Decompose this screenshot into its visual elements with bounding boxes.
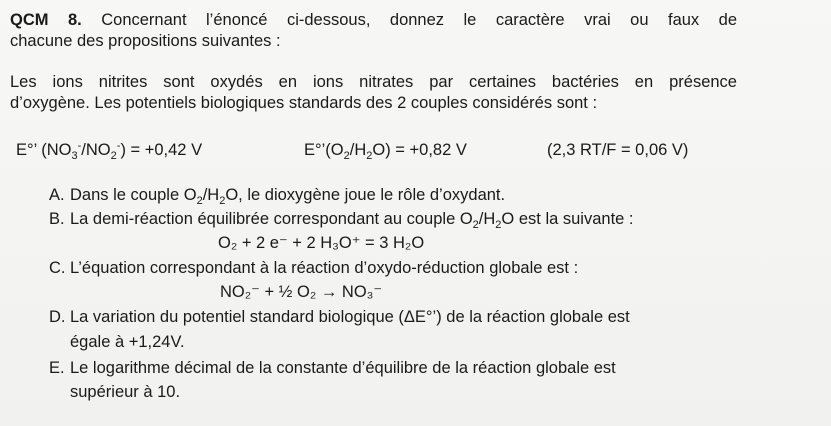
item-c: C. L’équation correspondant à la réaction d’oxydo-réduction globale est : — [49, 259, 579, 277]
item-e-letter: E. — [49, 359, 65, 377]
item-b-equation: O₂ + 2 e⁻ + 2 H₃O⁺ = 3 H₂O — [218, 234, 425, 252]
item-d: D. La variation du potentiel standard biologique (ΔE°’) de la réaction globale est — [49, 308, 630, 326]
item-d-letter: D. — [49, 308, 66, 326]
potential-o2-h2o: $E^\circ’(O_2/H_2O) = +0,82$ V — [304, 141, 467, 162]
item-b: B. La demi-réaction équilibrée correspondant au couple $O_2/H_2O$ est la suivante : — [49, 210, 634, 231]
item-b-letter: B. — [49, 210, 65, 228]
item-c-equation: NO₂⁻ + ½ O₂ → NO₃⁻ — [220, 283, 383, 301]
context-line-1: Les ions nitrites sont oxydés en ions nitrates par certaines bactéries en présence — [10, 73, 737, 91]
item-d-line-2: égale à +1,24V. — [70, 333, 185, 351]
item-a: A. Dans le couple $O_2/H_2O$, le dioxygène joue le rôle d’oxydant. — [49, 186, 506, 207]
qcm-intro-line-2: chacune des propositions suivantes : — [10, 32, 281, 50]
rt-constant: (2,3 RT/F = 0,06 V) — [547, 141, 689, 159]
qcm-intro-line-1 — [10, 10, 737, 30]
item-a-letter: A. — [49, 186, 65, 204]
qcm-intro-text: Concernant l’énoncé ci-dessous, donnez le caractère vrai ou faux de — [101, 11, 737, 29]
item-e-line-2: supérieur à 10. — [70, 383, 181, 401]
qcm-number: QCM 8. — [10, 11, 82, 29]
item-e: E. Le logarithme décimal de la constante d’équilibre de la réaction globale est — [49, 359, 616, 377]
item-c-letter: C. — [49, 259, 66, 277]
context-line-2: d’oxygène. Les potentiels biologiques standards des 2 couples considérés sont : — [10, 94, 598, 112]
potential-no3-no2: E°’ $(NO_3^-/NO_2^-) = +0,42$ V — [16, 140, 203, 162]
